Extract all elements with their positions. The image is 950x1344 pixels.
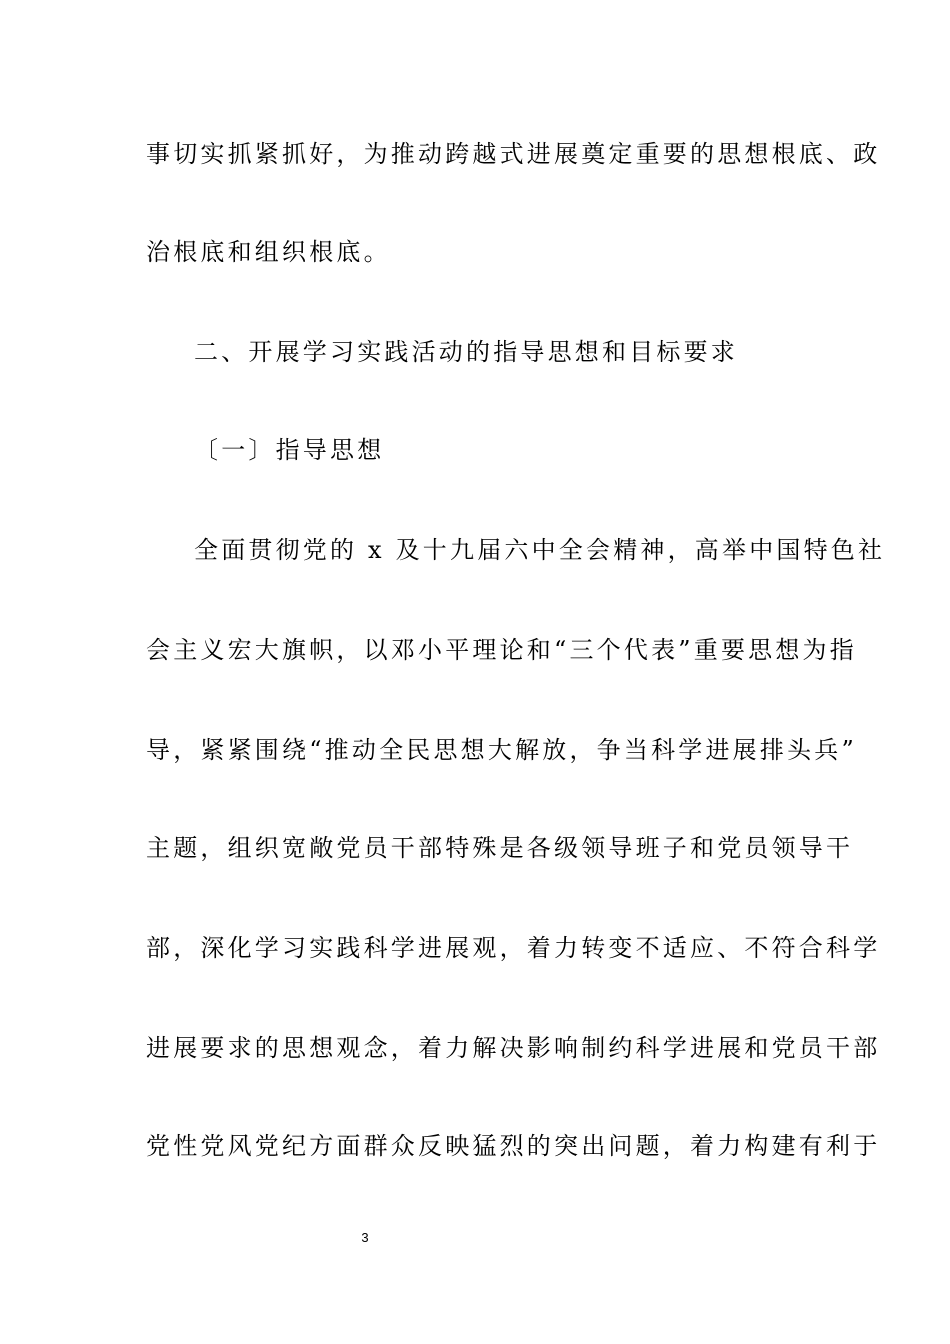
- section-heading: 二、开展学习实践活动的指导思想和目标要求: [194, 338, 738, 366]
- body-text-line: 部，深化学习实践科学进展观，着力转变不适应、不符合科学: [146, 934, 881, 962]
- page-number: 3: [361, 1230, 369, 1245]
- body-text-line: 党性党风党纪方面群众反映猛烈的突出问题，着力构建有利于: [146, 1132, 881, 1160]
- body-text-line: 进展要求的思想观念，着力解决影响制约科学进展和党员干部: [146, 1034, 881, 1062]
- paragraph-first-line: 全面贯彻党的 x 及十九届六中全会精神，高举中国特色社: [194, 536, 886, 564]
- subsection-heading: 〔一〕指导思想: [194, 436, 385, 464]
- body-text-line: 会主义宏大旗帜，以邓小平理论和“三个代表”重要思想为指: [146, 636, 857, 664]
- body-text-line: 导，紧紧围绕“推动全民思想大解放，争当科学进展排头兵”: [146, 736, 857, 764]
- body-text-line: 主题，组织宽敞党员干部特殊是各级领导班子和党员领导干: [146, 834, 854, 862]
- body-text-line: 事切实抓紧抓好，为推动跨越式进展奠定重要的思想根底、政: [146, 140, 881, 168]
- body-text-line: 治根底和组织根底。: [146, 238, 391, 266]
